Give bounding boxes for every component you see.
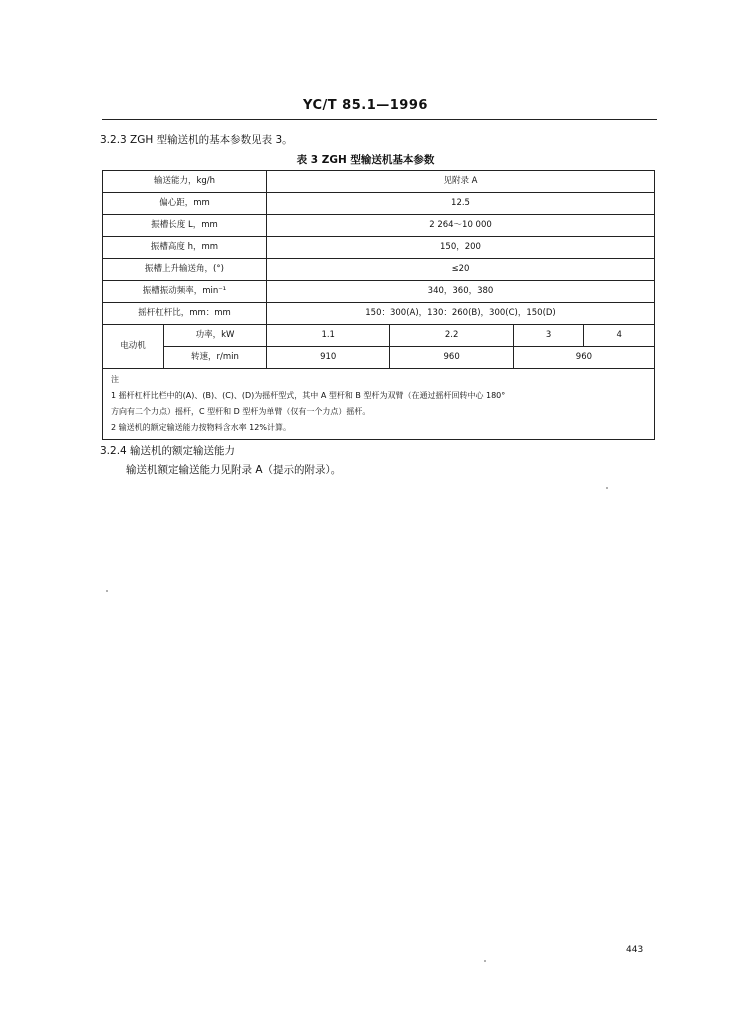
row-value: 340，360，380 [267,281,655,303]
table-row [103,281,655,303]
table-notes [103,369,655,440]
scan-speck [106,590,108,592]
row-label: 振槽上升输送角，(°) [103,259,267,281]
header-rule [102,119,657,120]
motor-label: 电动机 [103,325,164,369]
row-label: 振槽长度 L，mm [103,215,267,237]
section-3-2-4-heading: 3.2.4 输送机的额定输送能力 [100,445,236,457]
standard-header: YC/T 85.1—1996 [303,98,428,113]
table-row [103,259,655,281]
table-notes-row [103,369,655,440]
table-row [103,193,655,215]
row-value: 150，200 [267,237,655,259]
row-label: 偏心距，mm [103,193,267,215]
note-item: 1 摇杆杠杆比栏中的(A)、(B)、(C)、(D)为摇杆型式，其中 A 型杆和 B 型杆为双臂（在通过摇杆回转中心 180° [111,391,506,400]
note-item: 方向有二个力点）摇杆，C 型杆和 D 型杆为单臂（仅有一个力点）摇杆。 [111,407,371,416]
scan-speck [484,960,486,962]
row-value: 2 264～10 000 [267,215,655,237]
row-value: 150：300(A)，130：260(B)，300(C)，150(D) [267,303,655,325]
row-label: 输送能力，kg/h [103,171,267,193]
section-3-2-3-text: 3.2.3 ZGH 型输送机的基本参数见表 3。 [100,134,293,146]
power-label: 功率，kW [164,325,267,347]
scan-speck [606,487,608,489]
power-value: 3 [513,325,584,347]
table-row [103,171,655,193]
row-value: 12.5 [267,193,655,215]
speed-value: 910 [267,347,390,369]
power-value: 2.2 [390,325,513,347]
page-number: 443 [626,945,644,955]
section-3-2-4-text: 输送机额定输送能力见附录 A（提示的附录）。 [126,464,342,476]
table-caption: 表 3 ZGH 型输送机基本参数 [296,154,435,166]
table-row [103,303,655,325]
row-label: 摇杆杠杆比，mm：mm [103,303,267,325]
table-row [103,237,655,259]
row-label: 振槽振动频率，min⁻¹ [103,281,267,303]
table-row [103,215,655,237]
speed-value: 960 [513,347,654,369]
speed-label: 转速，r/min [164,347,267,369]
table-row-motor-speed [103,347,655,369]
speed-value: 960 [390,347,513,369]
row-label: 振槽高度 h，mm [103,237,267,259]
power-value: 1.1 [267,325,390,347]
row-value: ≤20 [267,259,655,281]
power-value: 4 [584,325,655,347]
note-item: 2 输送机的额定输送能力按物料含水率 12%计算。 [111,423,291,432]
notes-heading: 注 [111,375,119,384]
table-row-motor-power [103,325,655,347]
parameter-table [102,170,655,440]
row-value: 见附录 A [267,171,655,193]
